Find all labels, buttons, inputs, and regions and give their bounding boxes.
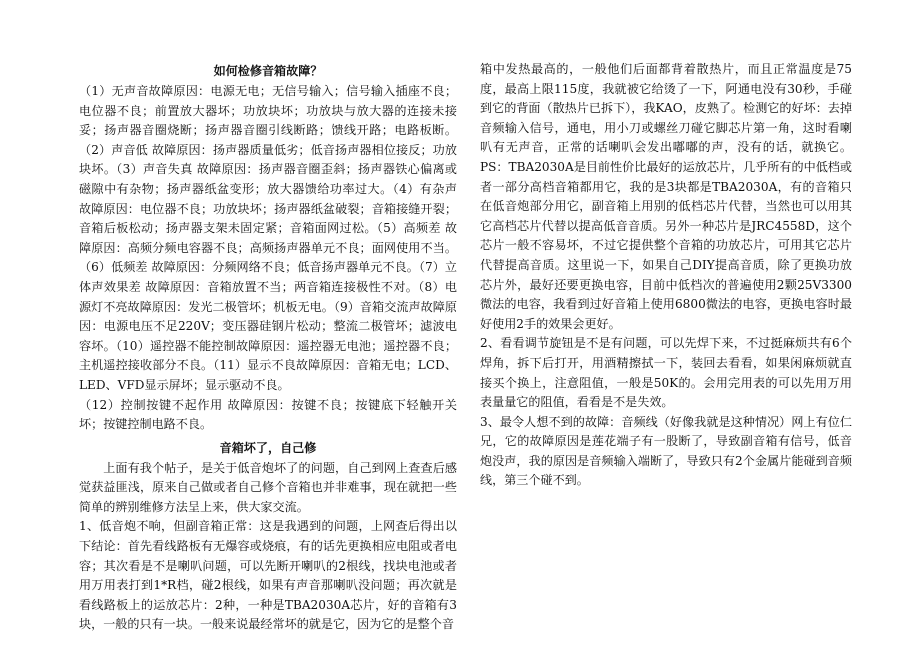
faults-paragraph: （1）无声音故障原因：电源无电；无信号输入；信号输入插座不良；电位器不良；前置放大器坏；功放块坏；功放块与放大器的连接未接妥；扬声器音圈烧断；扬声器音圈引线断路；馈线开路；电路板断。（2）声音低 故障原因：扬声器质量低劣；低音扬声器相位接反；功放块坏。（3）声音失真 故障原因：扬声器音圈歪斜；扬声器铁心偏离或磁隙中有杂物；扬声器纸盆变形；放大器馈给功率过大。（4）有杂声 故障原因：电位器不良；功放块坏；扬声器纸盆破裂；音箱接缝开裂；音箱后板松动；扬声器支架未固定紧；音箱面网过松。（5）高频差 故障原因：高频分频电容器不良；高频扬声器单元不良；面网使用不当。（6）低频差 故障原因：分频网络不良；低音扬声器单元不良。（7）立体声效果差 故障原因：音箱放置不当；两音箱连接极性不对。（8）电源灯不亮故障原因：发光二极管坏；机板无电。（9）音箱交流声故障原因：电源电压不足220V；变压器硅钢片松动；整流二极管坏；滤波电容坏。（10）遥控器不能控制故障原因：遥控器无电池；遥控器不良；主机遥控接收部分不良。（11）显示不良故障原因：音箱无电；LCD、LED、VFD显示屏坏；显示驱动不良。 bbox=[79, 84, 457, 392]
doc-title: 如何检修音箱故障？ bbox=[213, 64, 323, 78]
item-1-paragraph-cont: 箱中发热最高的，一般他们后面都背着散热片，而且正常温度是75度，最高上限115度，我就被它给烫了一下，阿通电没有30秒，手碰到它的背面（散热片已拆下），我KAO，皮熟了。检测它的好坏：去掉音频输入信号，通电，用小刀或螺丝刀碰它脚芯片第一角，这时看喇叭有无声音，正常的话喇叭会发出嘟嘟的声，没有的话，就换它。PS：TBA2030A是目前性价比最好的运放芯片，几乎所有的中低档或者一部分高档音箱都用它，我的是3块都是TBA2030A，有的音箱只在低音炮部分用它，副音箱上用别的低档芯片代替，当然也可以用其它高档芯片代替以提高低音音质。另外一种芯片是JRC4558D，这个芯片一般不容易坏，不过它提供整个音箱的功放芯片，可用其它芯片代替提高音质。这里说一下，如果自己DIY提高音质，除了更换功放芯片外，最好还要更换电容，目前中低档次的普遍使用2颗25V3300微法的电容，我看到过好音箱上使用6800微法的电容，更换电容时最好使用2手的效果会更好。 bbox=[480, 62, 852, 331]
item-3-paragraph: 3、最令人想不到的故障：音频线（好像我就是这种情况）网上有位仁兄，它的故障原因是莲花端子有一股断了，导致副音箱有信号，低音炮没声，我的原因是音频输入端断了，导致只有2个金属片能碰到音频线，第三个碰不到。 bbox=[480, 414, 852, 488]
right-column bbox=[480, 60, 852, 491]
section-title: 音箱坏了，自己修 bbox=[219, 440, 317, 455]
faults-paragraph-12: （12）控制按键不起作用 故障原因：按键不良；按键底下轻触开关坏；按键控制电路不良。 bbox=[79, 397, 457, 432]
intro-paragraph: 上面有我个帖子，是关于低音炮坏了的问题，自己到网上查查后感觉获益匪浅，原来自己做或者自己修个音箱也并非难事，现在就把一些简单的辨别维修方法呈上来，供大家交流。 bbox=[79, 460, 457, 514]
item-2-paragraph: 2、看看调节旋钮是不是有问题，可以先焊下来，不过挺麻烦共有6个焊角，拆下后打开，用酒精擦拭一下，装回去看看，如果闲麻烦就直接买个换上，注意阻值，一般是50K的。会用完用表的可以先用万用表量量它的阻值，看看是不是失效。 bbox=[480, 336, 852, 410]
left-column bbox=[79, 60, 457, 635]
item-1-paragraph-start: 1、低音炮不响，但副音箱正常：这是我遇到的问题，上网查后得出以下结论：首先看线路板有无爆容或烧痕，有的话先更换相应电阻或者电容；其次看是不是喇叭问题，可以先断开喇叭的2根线，找块电池或者用万用表打到1*R档，碰2根线，如果有声音那喇叭没问题；再次就是看线路板上的运放芯片：2种，一种是TBA2030A芯片，好的音箱有3块，一般的只有一块。一般来说最经常坏的就是它，因为它的是整个音 bbox=[79, 519, 457, 632]
